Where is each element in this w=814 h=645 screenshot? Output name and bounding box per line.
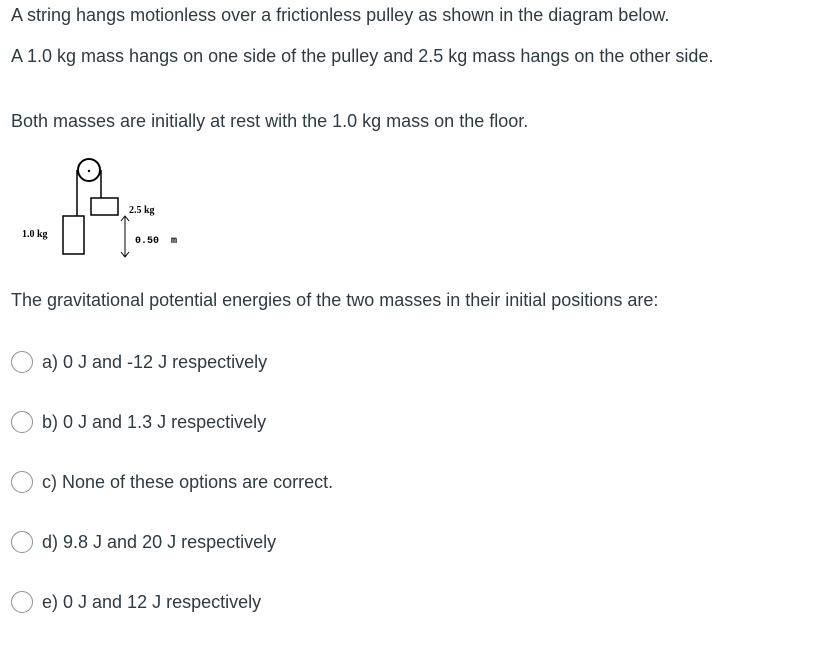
question-paragraph-4: The gravitational potential energies of the two masses in their initial positions are: <box>11 290 659 310</box>
answer-option-b[interactable] <box>11 409 266 435</box>
answer-option-e[interactable] <box>11 589 261 615</box>
question-paragraph-3: Both masses are initially at rest with the 1.0 kg mass on the floor. <box>11 111 529 131</box>
answer-option-d[interactable] <box>11 529 276 555</box>
pulley-diagram <box>15 150 205 265</box>
left-mass <box>63 216 84 254</box>
radio-button-e[interactable] <box>11 591 33 613</box>
question-paragraph-1: A string hangs motionless over a frictionless pulley as shown in the diagram below. <box>11 5 670 25</box>
answer-option-c[interactable] <box>11 469 333 495</box>
answer-label-d: d) 9.8 J and 20 J respectively <box>42 531 277 552</box>
radio-button-b[interactable] <box>11 411 33 433</box>
left-mass-label: 1.0 kg <box>22 229 48 240</box>
radio-button-c[interactable] <box>11 471 33 493</box>
question-paragraph-2: A 1.0 kg mass hangs on one side of the pulley and 2.5 kg mass hangs on the other side. <box>11 46 714 66</box>
height-label: 0.50 m <box>135 236 178 247</box>
answer-label-c: c) None of these options are correct. <box>42 471 334 492</box>
pulley-axle <box>88 170 90 172</box>
right-mass-label: 2.5 kg <box>129 205 155 216</box>
answer-label-b: b) 0 J and 1.3 J respectively <box>42 411 267 432</box>
answer-option-a[interactable] <box>11 349 267 375</box>
radio-button-d[interactable] <box>11 531 33 553</box>
answer-label-a: a) 0 J and -12 J respectively <box>42 351 268 372</box>
right-mass <box>91 198 118 215</box>
answer-label-e: e) 0 J and 12 J respectively <box>42 591 262 612</box>
radio-button-a[interactable] <box>11 351 33 373</box>
